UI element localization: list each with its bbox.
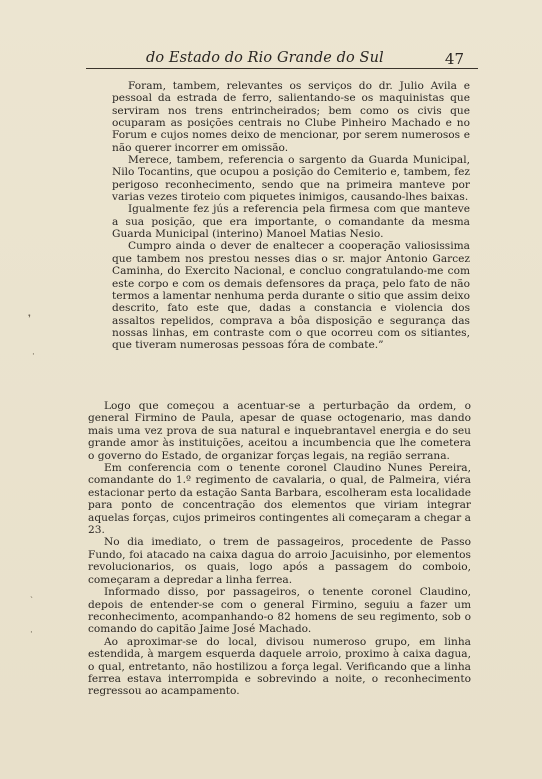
margin-speck: ·: [32, 350, 35, 360]
quote-paragraph: Foram, tambem, relevantes os serviços do dr. Julio Avila e pessoal da estrada de ferro, salientando-se os maquinistas que serviram nos trens entrincheirados; bem como os civis que ocuparam as posições centrais no Clube Pinheiro Machado e no Forum e cujos nomes deixo de mencionar, por serem numerosos e não querer incorrer em omissão.: [112, 80, 470, 154]
quote-paragraph: Cumpro ainda o dever de enaltecer a cooperação valiosissima que tambem nos prestou nesses dias o sr. major Antonio Garcez Caminha, do Exercito Nacional, e concluo congratulando-me com este corpo e com os demais defensores da praça, pelo fato de não termos a lamentar nenhuma perda durante o sitio que assim deixo descrito, fato este que, dadas a constancia e violencia dos assaltos repelidos, comprava a bôa disposição e segurança das nossas linhas, em contraste com o que ocorreu com os sitiantes, que tiveram numerosas pessoas fóra de combate.”: [112, 240, 470, 352]
quoted-report-block: [112, 80, 470, 352]
body-paragraph: Logo que começou a acentuar-se a perturbação da ordem, o general Firmino de Paula, apesar de quase octogenario, mas dando mais uma vez prova de sua natural e inquebrantavel energia e do seu grande amor às instituições, aceitou a incumbencia que lhe cometera o governo do Estado, de organizar forças legais, na região serrana.: [88, 400, 471, 462]
margin-speck: ·: [30, 628, 33, 638]
margin-speck: ˎ: [30, 589, 33, 599]
body-paragraph: Ao aproximar-se do local, divisou numeroso grupo, em linha estendida, à margem esquerda daquele arroio, proximo à caixa dagua, o qual, entretanto, não hostilizou a força legal. Verificando que a linha ferrea estava interrompida e sobrevindo a noite, o reconhecimento regressou ao acampamento.: [88, 635, 471, 698]
running-title: do Estado do Rio Grande do Sul: [146, 50, 384, 66]
quote-paragraph: Merece, tambem, referencia o sargento da Guarda Municipal, Nilo Tocantins, que ocupou a posição do Cemiterio e, tambem, fez perigoso reconhecimento, sendo que na primeira manteve por varias vezes tiroteio com piquetes inimigos, causando-lhes baixas.: [112, 154, 470, 204]
body-paragraph: Informado disso, por passageiros, o tenente coronel Claudino, depois de entender-se com o general Firmino, seguiu a fazer um reconhecimento, acompanhando-o 82 homens de seu regimento, sob o comando do capitão Jaime José Machado.: [88, 586, 471, 636]
body-paragraph: Em conferencia com o tenente coronel Claudino Nunes Pereira, comandante do 1.º regimento de cavalaria, o qual, de Palmeira, viéra estacionar perto da estação Santa Barbara, escolheram esta localidade para ponto de concentração dos elementos que viriam integrar aquelas forças, cujos primeiros contingentes ali começaram a chegar a 23.: [88, 462, 471, 537]
page-header: [86, 48, 478, 69]
quote-paragraph: Igualmente fez jús a referencia pela firmesa com que manteve a sua posição, que era importante, o comandante da mesma Guarda Municipal (interino) Manoel Matias Nesio.: [112, 203, 470, 241]
body-paragraph: No dia imediato, o trem de passageiros, procedente de Passo Fundo, foi atacado na caixa dagua do arroio Jacuisinho, por elementos revolucionarios, os quais, logo após a passagem do comboio, começaram a depredar a linha ferrea.: [88, 536, 471, 586]
body-text: [88, 400, 471, 698]
page-number: 47: [444, 50, 464, 68]
margin-speck: ❜: [28, 314, 31, 324]
